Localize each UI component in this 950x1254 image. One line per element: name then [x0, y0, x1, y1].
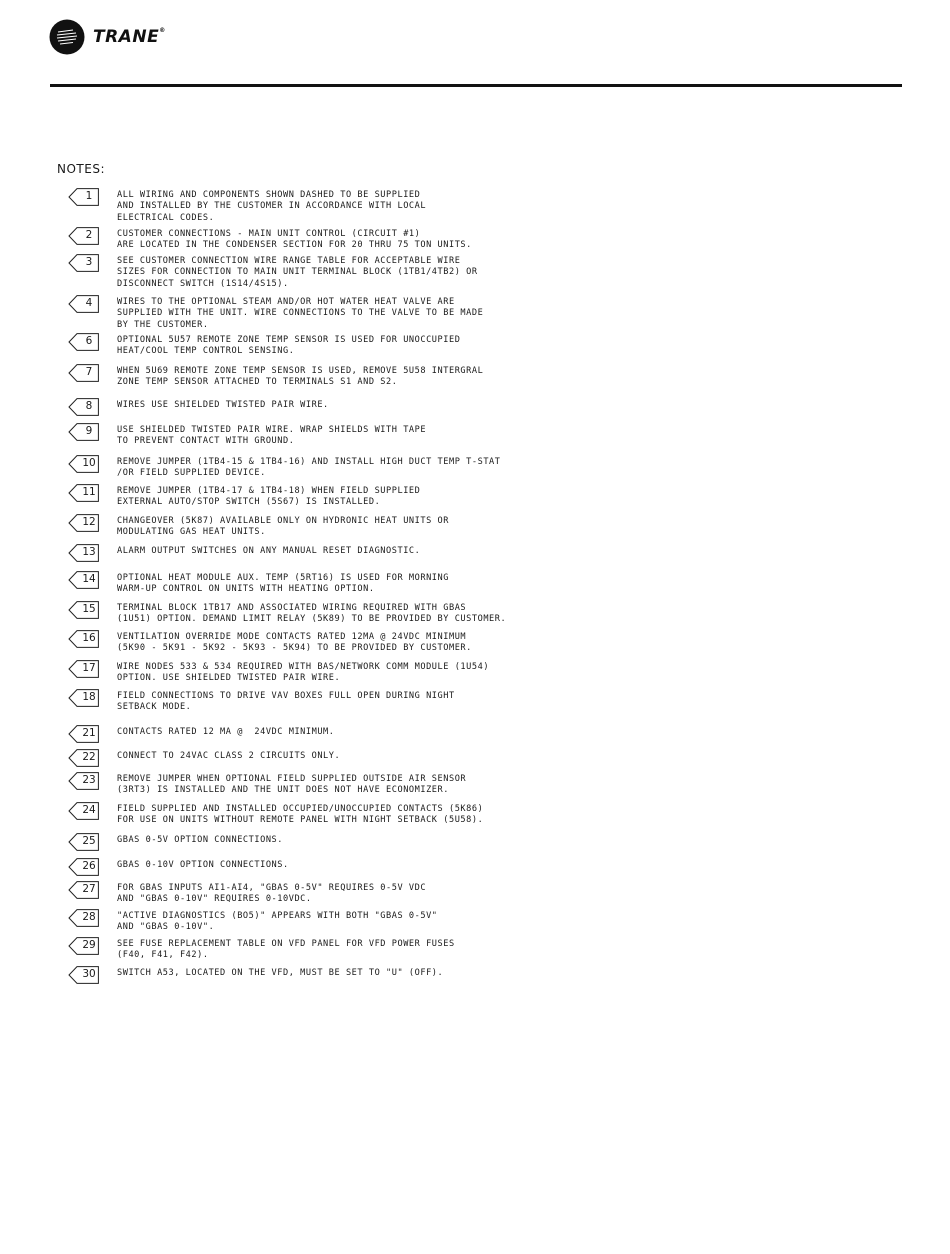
note-tag	[68, 227, 99, 245]
note-text-line: WARM-UP CONTROL ON UNITS WITH HEATING OPTION.	[117, 584, 375, 595]
note-text-line: (1U51) OPTION. DEMAND LIMIT RELAY (5K89) TO BE PROVIDED BY CUSTOMER.	[117, 614, 507, 625]
note-text-line: GBAS 0-10V OPTION CONNECTIONS.	[117, 860, 289, 870]
note-tag	[68, 630, 99, 648]
note-text	[117, 546, 547, 557]
note-text-line: TO PREVENT CONTACT WITH GROUND.	[117, 436, 295, 447]
note-tag-number: 14	[82, 573, 96, 585]
note-text	[117, 774, 547, 797]
note-text-line: REMOVE JUMPER (1TB4-15 & 1TB4-16) AND INSTALL HIGH DUCT TEMP T-STAT	[117, 457, 501, 467]
note-text	[117, 297, 547, 331]
note-text-line: AND INSTALLED BY THE CUSTOMER IN ACCORDANCE WITH LOCAL	[117, 201, 427, 212]
note-text-line: OPTIONAL 5U57 REMOTE ZONE TEMP SENSOR IS USED FOR UNOCCUPIED	[117, 335, 461, 345]
note-tag-number: 29	[82, 939, 96, 951]
note-text-line: ARE LOCATED IN THE CONDENSER SECTION FOR 20 THRU 75 TON UNITS.	[117, 240, 472, 251]
note-tag-number: 23	[82, 774, 96, 786]
note-tag	[68, 484, 99, 502]
note-text-line: AND "GBAS 0-10V".	[117, 922, 215, 933]
note-text-line: /OR FIELD SUPPLIED DEVICE.	[117, 468, 266, 479]
note-tag	[68, 571, 99, 589]
note-tag-number: 10	[82, 457, 96, 469]
note-text-line: SEE FUSE REPLACEMENT TABLE ON VFD PANEL FOR VFD POWER FUSES	[117, 939, 455, 949]
note-text-line: FIELD CONNECTIONS TO DRIVE VAV BOXES FULL OPEN DURING NIGHT	[117, 691, 455, 701]
note-text	[117, 573, 547, 596]
note-tag	[68, 858, 99, 876]
note-text-line: WHEN 5U69 REMOTE ZONE TEMP SENSOR IS USED, REMOVE 5U58 INTERGRAL	[117, 366, 484, 376]
note-tag	[68, 966, 99, 984]
note-text	[117, 400, 547, 411]
note-tag-number: 13	[82, 546, 96, 558]
brand-name	[93, 27, 166, 47]
note-tag	[68, 772, 99, 790]
note-text-line: ALARM OUTPUT SWITCHES ON ANY MANUAL RESET DIAGNOSTIC.	[117, 546, 421, 556]
note-tag	[68, 749, 99, 767]
note-text	[117, 425, 547, 448]
note-text	[117, 457, 547, 480]
note-tag-number: 28	[82, 911, 96, 923]
note-tag-number: 16	[82, 632, 96, 644]
notes-heading: NOTES:	[57, 162, 105, 176]
note-text-line: ELECTRICAL CODES.	[117, 212, 215, 223]
note-text-line: WIRES USE SHIELDED TWISTED PAIR WIRE.	[117, 400, 329, 410]
note-text-line: CONNECT TO 24VAC CLASS 2 CIRCUITS ONLY.	[117, 751, 341, 761]
note-text	[117, 911, 547, 934]
note-tag-number: 21	[82, 727, 96, 739]
note-tag	[68, 689, 99, 707]
note-text-line: SIZES FOR CONNECTION TO MAIN UNIT TERMINAL BLOCK (1TB1/4TB2) OR	[117, 267, 478, 278]
note-text-line: FIELD SUPPLIED AND INSTALLED OCCUPIED/UNOCCUPIED CONTACTS (5K86)	[117, 804, 484, 814]
note-text-line: CHANGEOVER (5K87) AVAILABLE ONLY ON HYDRONIC HEAT UNITS OR	[117, 516, 449, 526]
note-text	[117, 662, 547, 685]
trane-logo	[49, 19, 189, 57]
note-text-line: SWITCH A53, LOCATED ON THE VFD, MUST BE SET TO "U" (OFF).	[117, 968, 444, 978]
note-text	[117, 835, 547, 846]
note-tag-number: 26	[82, 860, 96, 872]
note-tag-number: 9	[85, 425, 93, 437]
note-text	[117, 229, 547, 252]
note-text	[117, 256, 547, 290]
note-text-line: SEE CUSTOMER CONNECTION WIRE RANGE TABLE FOR ACCEPTABLE WIRE	[117, 256, 461, 266]
note-tag-number: 15	[82, 603, 96, 615]
trademark-symbol: ®	[159, 27, 166, 34]
note-text-line: SETBACK MODE.	[117, 702, 192, 713]
note-text-line: ZONE TEMP SENSOR ATTACHED TO TERMINALS S1 AND S2.	[117, 377, 398, 388]
note-text-line: (F40, F41, F42).	[117, 950, 209, 961]
note-tag	[68, 802, 99, 820]
brand-name-text: TRANE	[93, 27, 160, 47]
note-text-line: FOR USE ON UNITS WITHOUT REMOTE PANEL WITH NIGHT SETBACK (5U58).	[117, 815, 484, 826]
note-tag-number: 6	[85, 335, 93, 347]
note-text	[117, 366, 547, 389]
note-tag	[68, 188, 99, 206]
note-tag-number: 11	[82, 486, 96, 498]
note-tag	[68, 833, 99, 851]
note-text	[117, 190, 547, 224]
note-text	[117, 335, 547, 358]
note-tag	[68, 423, 99, 441]
note-tag-number: 12	[82, 516, 96, 528]
note-tag	[68, 295, 99, 313]
note-text-line: CONTACTS RATED 12 MA @ 24VDC MINIMUM.	[117, 727, 335, 737]
note-text-line: REMOVE JUMPER WHEN OPTIONAL FIELD SUPPLIED OUTSIDE AIR SENSOR	[117, 774, 467, 784]
note-tag-number: 7	[85, 366, 93, 378]
trane-logo-icon	[49, 19, 85, 55]
note-text-line: VENTILATION OVERRIDE MODE CONTACTS RATED 12MA @ 24VDC MINIMUM	[117, 632, 467, 642]
note-text	[117, 883, 547, 906]
note-tag-number: 17	[82, 662, 96, 674]
page-header	[0, 0, 950, 90]
note-tag-number: 3	[85, 256, 93, 268]
note-tag	[68, 333, 99, 351]
note-text	[117, 603, 547, 626]
note-text-line: DISCONNECT SWITCH (1S14/4S15).	[117, 278, 289, 289]
note-tag	[68, 364, 99, 382]
note-tag-number: 4	[85, 297, 93, 309]
note-text	[117, 486, 547, 509]
note-tag-number: 30	[82, 968, 96, 980]
note-text-line: OPTIONAL HEAT MODULE AUX. TEMP (5RT16) IS USED FOR MORNING	[117, 573, 449, 583]
note-text-line: BY THE CUSTOMER.	[117, 319, 209, 330]
note-text-line: FOR GBAS INPUTS AI1-AI4, "GBAS 0-5V" REQUIRES 0-5V VDC	[117, 883, 427, 893]
note-text	[117, 691, 547, 714]
note-text-line: WIRE NODES 533 & 534 REQUIRED WITH BAS/NETWORK COMM MODULE (1U54)	[117, 662, 490, 672]
note-tag-number: 1	[85, 190, 93, 202]
note-text-line: WIRES TO THE OPTIONAL STEAM AND/OR HOT WATER HEAT VALVE ARE	[117, 297, 455, 307]
note-tag	[68, 725, 99, 743]
note-tag	[68, 660, 99, 678]
note-tag-number: 2	[85, 229, 93, 241]
note-text-line: GBAS 0-5V OPTION CONNECTIONS.	[117, 835, 283, 845]
note-tag-number: 27	[82, 883, 96, 895]
note-text-line: USE SHIELDED TWISTED PAIR WIRE. WRAP SHIELDS WITH TAPE	[117, 425, 427, 435]
note-text-line: ALL WIRING AND COMPONENTS SHOWN DASHED TO BE SUPPLIED	[117, 190, 421, 200]
note-tag-number: 24	[82, 804, 96, 816]
note-tag	[68, 881, 99, 899]
note-text-line: REMOVE JUMPER (1TB4-17 & 1TB4-18) WHEN FIELD SUPPLIED	[117, 486, 421, 496]
note-tag	[68, 398, 99, 416]
note-text	[117, 727, 547, 738]
note-text-line: MODULATING GAS HEAT UNITS.	[117, 527, 266, 538]
note-text	[117, 939, 547, 962]
note-tag	[68, 455, 99, 473]
note-text-line: AND "GBAS 0-10V" REQUIRES 0-10VDC.	[117, 894, 312, 905]
note-tag-number: 8	[85, 400, 93, 412]
header-rule	[50, 84, 902, 87]
note-tag-number: 22	[82, 751, 96, 763]
note-text-line: "ACTIVE DIAGNOSTICS (BO5)" APPEARS WITH BOTH "GBAS 0-5V"	[117, 911, 438, 921]
note-text-line: (5K90 - 5K91 - 5K92 - 5K93 - 5K94) TO BE PROVIDED BY CUSTOMER.	[117, 643, 472, 654]
note-text	[117, 751, 547, 762]
note-tag	[68, 544, 99, 562]
note-text-line: SUPPLIED WITH THE UNIT. WIRE CONNECTIONS TO THE VALVE TO BE MADE	[117, 308, 484, 319]
note-tag	[68, 254, 99, 272]
note-text	[117, 968, 547, 979]
note-text-line: OPTION. USE SHIELDED TWISTED PAIR WIRE.	[117, 673, 341, 684]
note-text-line: CUSTOMER CONNECTIONS - MAIN UNIT CONTROL (CIRCUIT #1)	[117, 229, 421, 239]
note-tag	[68, 937, 99, 955]
note-tag	[68, 909, 99, 927]
note-text-line: (3RT3) IS INSTALLED AND THE UNIT DOES NOT HAVE ECONOMIZER.	[117, 785, 449, 796]
note-text-line: EXTERNAL AUTO/STOP SWITCH (5S67) IS INSTALLED.	[117, 497, 381, 508]
note-tag-number: 18	[82, 691, 96, 703]
note-tag-number: 25	[82, 835, 96, 847]
note-text-line: TERMINAL BLOCK 1TB17 AND ASSOCIATED WIRING REQUIRED WITH GBAS	[117, 603, 467, 613]
note-text-line: HEAT/COOL TEMP CONTROL SENSING.	[117, 346, 295, 357]
note-text	[117, 632, 547, 655]
note-text	[117, 804, 547, 827]
note-tag	[68, 601, 99, 619]
note-text	[117, 860, 547, 871]
note-text	[117, 516, 547, 539]
note-tag	[68, 514, 99, 532]
